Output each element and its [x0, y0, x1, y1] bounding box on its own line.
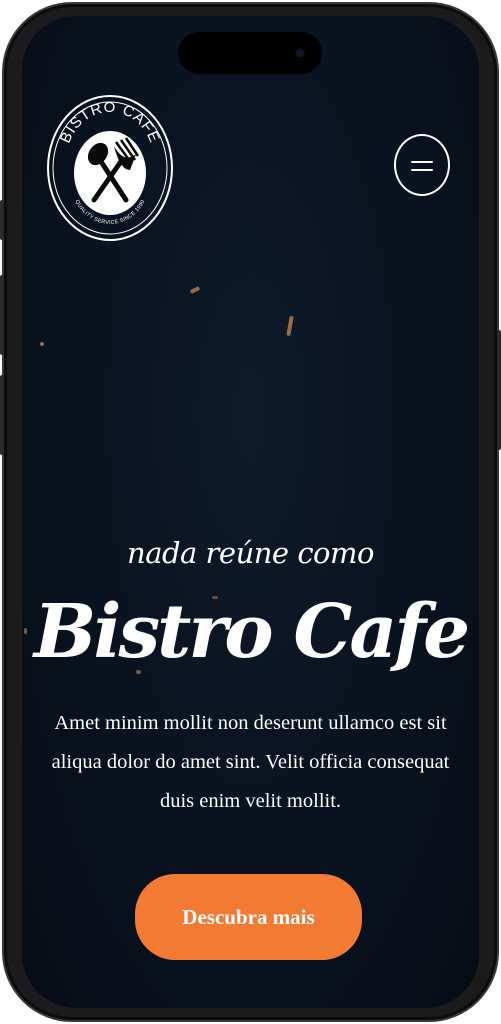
decorative-speck — [286, 316, 293, 336]
phone-side-button — [0, 200, 4, 240]
logo-brand-text: BISTRO CAFE — [56, 99, 164, 146]
dynamic-island — [178, 32, 322, 74]
phone-side-button — [0, 375, 4, 455]
decorative-speck — [40, 342, 44, 346]
discover-more-button[interactable]: Descubra mais — [135, 874, 362, 960]
menu-icon — [411, 169, 433, 171]
hero-title: Bistro Cafe — [33, 589, 468, 675]
menu-icon — [411, 161, 433, 163]
logo-tagline: QUALITY SERVICE SINCE 1990 — [73, 198, 147, 227]
screen — [22, 16, 479, 1008]
menu-button[interactable] — [394, 134, 450, 196]
phone-power-button — [497, 330, 501, 450]
hero-description: Amet minim mollit non deserunt ullamco est sit aliqua dolor do amet sint. Velit officia consequat duis enim velit mollit. — [51, 712, 450, 812]
decorative-speck — [190, 286, 201, 294]
hero-subtitle: nada reúne como — [127, 536, 374, 570]
phone-side-button — [0, 275, 4, 355]
logo-graphic — [46, 78, 174, 244]
front-camera — [296, 49, 304, 57]
bistro-cafe-logo[interactable] — [46, 78, 174, 244]
